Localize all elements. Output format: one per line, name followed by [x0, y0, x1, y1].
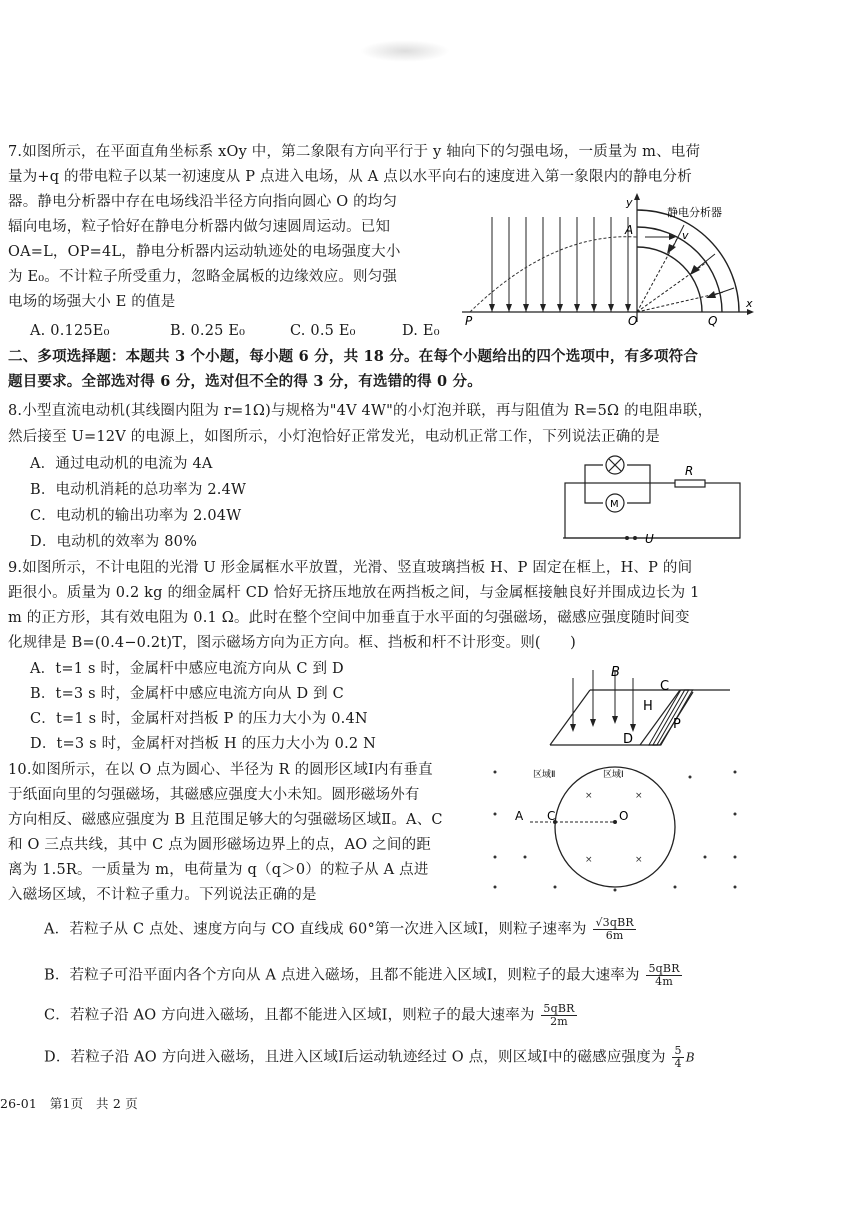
q7-fig-label-v: v — [682, 229, 689, 242]
q7-fig-label-p: P — [465, 314, 473, 327]
q7-line-7: 电场的场强大小 E 的值是 — [8, 294, 176, 310]
q10-option-b-text: B．若粒子可沿平面内各个方向从 A 点进入磁场，且都不能进入区域Ⅰ，则粒子的最大速率为 — [44, 967, 640, 984]
q10-line-6: 入磁场区域，不计粒子重力。下列说法正确的是 — [8, 887, 317, 903]
svg-text:×: × — [585, 791, 593, 801]
q7-line-1: 7.如图所示，在平面直角坐标系 xOy 中，第二象限有方向平行于 y 轴向下的匀强电场，一质量为 m、电荷 — [8, 144, 701, 160]
q10-line-2: 于纸面向里的匀强磁场，其磁感应强度大小未知。圆形磁场外有 — [8, 787, 420, 803]
q10-fig-label-region2: 区域Ⅱ — [533, 770, 556, 780]
q9-option-b: B．t=3 s 时，金属杆中感应电流方向从 D 到 C — [30, 686, 344, 702]
q10-option-b-denominator: 4m — [655, 975, 674, 988]
q9-line-1: 9.如图所示，不计电阻的光滑 U 形金属框水平放置，光滑、竖直玻璃挡板 H、P 固定在框上，H、P 的间 — [8, 560, 693, 576]
q10-fig-label-a: A — [515, 809, 524, 823]
q8-line-1: 8.小型直流电动机(其线圈内阻为 r=1Ω)与规格为"4V 4W"的小灯泡并联，再与阻值为 R=5Ω 的电阻串联， — [8, 403, 713, 419]
q7-line-6: 为 E₀。不计粒子所受重力，忽略金属板的边缘效应。则匀强 — [8, 269, 398, 285]
q7-line-5: OA=L，OP=4L，静电分析器内运动轨迹处的电场强度大小 — [8, 244, 401, 260]
q7-option-a: A. 0.125E₀ — [30, 323, 110, 339]
q10-option-d-numerator: 5 — [674, 1044, 682, 1057]
q9-fig-label-b: B — [611, 665, 620, 680]
q10-option-a-text: A．若粒子从 C 点处、速度方向与 CO 直线成 60°第一次进入区域Ⅰ，则粒子速率为 — [44, 921, 587, 938]
q10-fig-label-c: C — [547, 809, 556, 823]
page-footer: 26-01 第1页 共 2 页 — [0, 1096, 138, 1111]
q10-line-4: 和 O 三点共线，其中 C 点为圆形磁场边界上的点，AO 之间的距 — [8, 837, 431, 853]
q7-fig-label-a: A — [625, 223, 634, 237]
q7-figure — [462, 192, 762, 327]
q10-option-a-numerator: √3qBR — [595, 916, 634, 929]
q7-option-d: D. E₀ — [402, 323, 440, 339]
svg-text:×: × — [635, 855, 643, 865]
q7-line-4: 辐向电场，粒子恰好在静电分析器内做匀速圆周运动。已知 — [8, 219, 391, 235]
q10-option-d-fraction — [672, 1045, 683, 1070]
q10-option-c-denominator: 2m — [550, 1015, 568, 1028]
q8-option-a: A．通过电动机的电流为 4A — [30, 456, 213, 472]
q10-fig-label-region1: 区域Ⅰ — [603, 770, 624, 780]
q8-fig-label-u: U — [645, 532, 654, 545]
q10-option-a-denominator: 6m — [605, 929, 624, 942]
q8-option-d: D．电动机的效率为 80% — [30, 534, 198, 550]
section2-heading-line-1: 二、多项选择题：本题共 3 个小题，每小题 6 分，共 18 分。在每个小题给出的四个选项中，有多项符合 — [8, 348, 699, 365]
q10-figure — [485, 762, 745, 894]
q8-fig-label-motor: M — [610, 499, 619, 510]
q9-fig-label-h: H — [643, 699, 653, 714]
q10-option-a — [44, 917, 638, 942]
q8-option-b: B．电动机消耗的总功率为 2.4W — [30, 482, 247, 498]
q9-option-d: D．t=3 s 时，金属杆对挡板 H 的压力大小为 0.2 N — [30, 736, 377, 752]
q10-fig-label-o: O — [619, 809, 629, 823]
q7-fig-label-analyzer: 静电分析器 — [667, 206, 722, 219]
q7-line-3: 器。静电分析器中存在电场线沿半径方向指向圆心 O 的均匀 — [8, 194, 398, 210]
q9-fig-label-c: C — [660, 679, 670, 694]
q7-fig-label-q: Q — [708, 314, 718, 327]
q10-option-c-numerator: 5qBR — [543, 1002, 575, 1015]
q7-fig-label-o: O — [628, 314, 638, 327]
q10-option-d-tail: B — [685, 1050, 695, 1065]
q10-option-a-fraction — [593, 917, 635, 942]
q10-option-d-denominator: 4 — [674, 1057, 682, 1070]
q9-figure — [545, 660, 745, 752]
q10-line-3: 方向相反、磁感应强度为 B 且范围足够大的匀强磁场区域Ⅱ。A、C — [8, 812, 443, 828]
q9-option-c: C．t=1 s 时，金属杆对挡板 P 的压力大小为 0.4N — [30, 711, 368, 727]
scan-smudge — [360, 40, 450, 62]
section2-heading-line-2: 题目要求。全部选对得 6 分，选对但不全的得 3 分，有选错的得 0 分。 — [8, 373, 482, 390]
q8-fig-label-r: R — [685, 464, 694, 478]
q10-line-5: 离为 1.5R。一质量为 m，电荷量为 q（q＞0）的粒子从 A 点进 — [8, 862, 429, 878]
q8-figure — [555, 455, 755, 545]
q7-option-c: C. 0.5 E₀ — [290, 323, 356, 339]
q8-line-2: 然后接至 U=12V 的电源上，如图所示，小灯泡恰好正常发光，电动机正常工作，下列说法正确的是 — [8, 429, 660, 445]
svg-text:×: × — [635, 791, 643, 801]
q9-line-2: 距很小。质量为 0.2 kg 的细金属杆 CD 恰好无挤压地放在两挡板之间，与金属框接触良好并围成边长为 1 — [8, 585, 700, 601]
q10-option-c-fraction — [541, 1003, 576, 1028]
q9-line-3: m 的正方形，其有效电阻为 0.1 Ω。此时在整个空间中加垂直于水平面的匀强磁场，磁感应强度随时间变 — [8, 610, 690, 626]
q10-option-b-fraction — [646, 963, 681, 988]
q10-option-c-text: C．若粒子沿 AO 方向进入磁场，且都不能进入区域Ⅰ，则粒子的最大速率为 — [44, 1007, 535, 1024]
q10-option-b — [44, 963, 684, 988]
q7-line-2: 量为+q 的带电粒子以某一初速度从 P 点进入电场，从 A 点以水平向右的速度进入第一象限内的静电分析 — [8, 169, 692, 185]
q7-fig-label-x: x — [746, 297, 753, 310]
q8-option-c: C．电动机的输出功率为 2.04W — [30, 508, 242, 524]
q10-option-c — [44, 1003, 579, 1028]
svg-text:×: × — [585, 855, 593, 865]
q9-line-4: 化规律是 B=(0.4−0.2t)T，图示磁场方向为正方向。框、挡板和杆不计形变。则( ) — [8, 635, 577, 651]
q9-fig-label-d: D — [623, 732, 634, 747]
q7-fig-label-y: y — [626, 196, 633, 209]
q10-option-d-text: D．若粒子沿 AO 方向进入磁场，且进入区域Ⅰ后运动轨迹经过 O 点，则区域Ⅰ中的磁感应强度为 — [44, 1049, 666, 1066]
q9-fig-label-p: P — [673, 717, 681, 732]
q10-line-1: 10.如图所示，在以 O 点为圆心、半径为 R 的圆形区域Ⅰ内有垂直 — [8, 762, 433, 778]
q10-option-b-numerator: 5qBR — [648, 962, 680, 975]
q10-option-d — [44, 1045, 695, 1070]
q7-option-b: B. 0.25 E₀ — [170, 323, 246, 339]
q9-option-a: A．t=1 s 时，金属杆中感应电流方向从 C 到 D — [30, 661, 344, 677]
